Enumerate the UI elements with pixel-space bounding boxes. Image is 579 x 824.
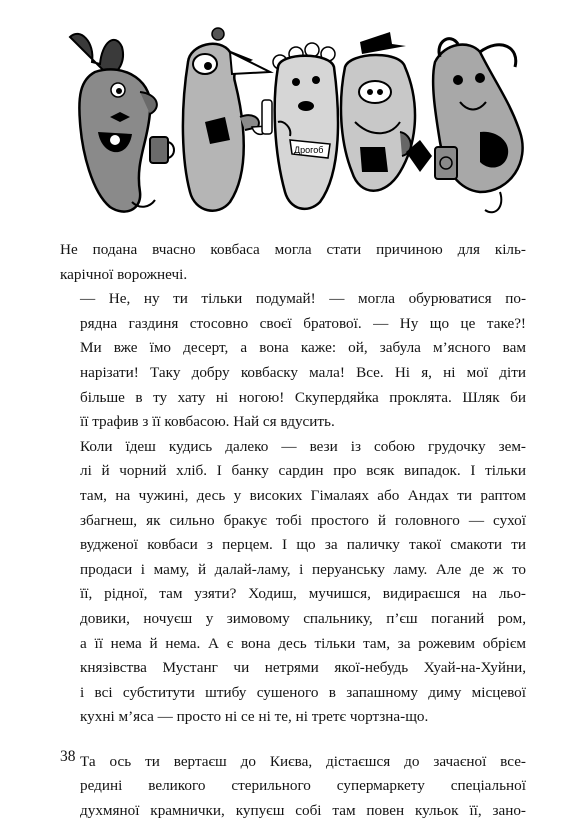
goat-sausage-character (433, 39, 523, 213)
text-line: Коли їдеш кудись далеко — вези із собою грудочку зем- (80, 437, 526, 455)
text-line: Ми вже їмо десерт, а вона каже: ой, забула м’ясного вам (80, 339, 526, 357)
text-line: — Не, ну ти тільки подумай! — могла обурюватися по- (80, 290, 526, 308)
text-line: князівства Мустанг чи нетрями якої-небудь Хуай-на-Хуйни, (80, 659, 526, 677)
text-line: духмяної крамнички, купуєш собі там повен кульок її, зано- (80, 802, 526, 820)
text-line: продаси і маму, й далай-ламу, і перуанську ламу. Але де ж то (80, 560, 526, 578)
pig-sign-label: Дрогоб (294, 145, 324, 155)
paragraph-1 (60, 238, 526, 287)
text-line: там, на чужині, десь у високих Гімалаях або Андах ти раптом (80, 486, 526, 504)
sausage-characters-illustration (40, 22, 540, 222)
text-line: більше в ту хату ні ногою! Скупердяйка проклята. Шляк би (80, 388, 526, 406)
text-line: її трафив з її ковбасою. Най ся вдусить. (80, 413, 335, 431)
paragraph-4 (60, 750, 526, 824)
text-line: кухні м’яса — просто ні се ні те, ні третє чортзна-що. (80, 708, 429, 726)
paragraph-3 (60, 435, 526, 730)
text-line: лі й чорний хліб. І банку сардин про всяк випадок. І тільки (80, 462, 526, 480)
text-line: збагнеш, як сильно бракує тобі простого й головного — сухої (80, 511, 526, 529)
text-line: рядна газдиня стосовно своєї братової. — Ну що це таке?! (80, 314, 526, 332)
text-line: її, рідної, там узяти? Ходиш, мучишся, видираєшся на льо- (80, 585, 526, 603)
text-line: Та ось ти вертаєш до Києва, дістаєшся до зачаєної все- (80, 752, 526, 770)
page-number: 38 (60, 748, 76, 765)
text-line: карічної ворожнечі. (60, 265, 188, 283)
text-line: а її нема й нема. А є вона десь тільки там, за рожевим обрієм (80, 634, 526, 652)
flower-crown-sausage-character (262, 43, 338, 209)
body-text (60, 238, 526, 824)
text-line: довики, ночуєш у зимовому спальнику, п’єш поганий ром, (80, 609, 526, 627)
text-line: нарізати! Таку добру ковбаску мала! Все. Ні я, ні мої діти (80, 363, 526, 381)
text-line: редині великого стерильного супермаркету спеціальної (80, 777, 526, 795)
donkey-sausage-character (70, 34, 174, 212)
text-line: Не подана вчасно ковбаса могла стати причиною для кіль- (60, 241, 526, 258)
paragraph-2 (60, 287, 526, 435)
bird-sausage-character (183, 28, 270, 211)
text-line: і всі субститути штибу сушеного в запашному диму місцевої (80, 683, 526, 701)
text-line: вудженої ковбаси з перцем. І що за паличку такої смакоти ти (80, 536, 526, 554)
pig-sausage-character (341, 32, 432, 191)
